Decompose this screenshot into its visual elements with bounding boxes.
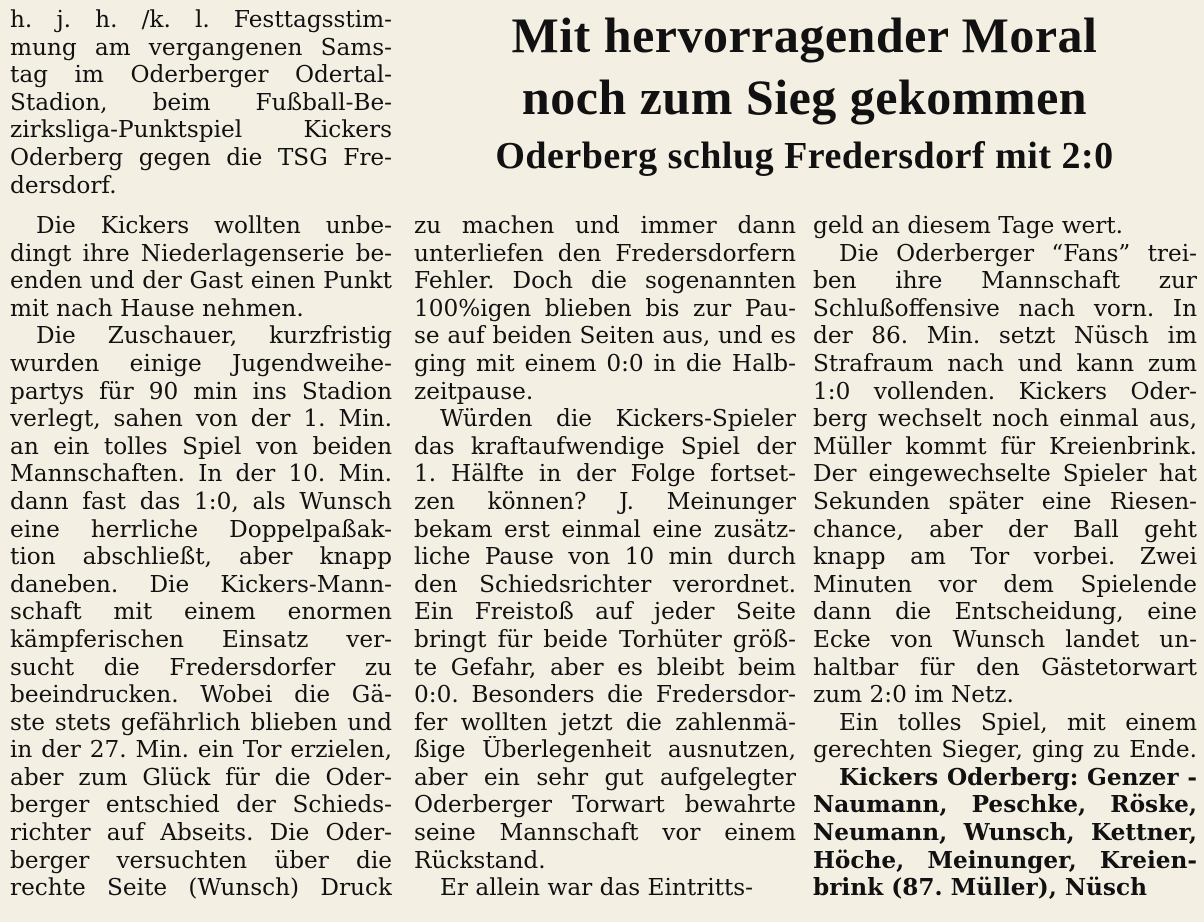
text-line: enden und der Gast einen Punkt [10,267,392,295]
text-line: schaft mit einem enormen [10,598,392,626]
text-line: an ein tolles Spiel von beiden [10,432,392,460]
text-line: berger versuchten über die [10,846,392,874]
lineup-line: Kickers Oderberg: Genzer - [839,763,1197,791]
text-line: Der eingewechselte Spieler hat [813,460,1197,488]
text-line: liche Pause von 10 min durch [414,543,796,571]
text-line: der 86. Min. setzt Nüsch im [813,322,1197,350]
text-line: 1:0 vollenden. Kickers Oder- [813,377,1197,405]
lineup-line: Naumann, Peschke, Röske, [813,791,1197,819]
text-line: sucht die Fredersdorfer zu [10,653,392,681]
text-line: dann fast das 1:0, als Wunsch [10,487,392,515]
text-line: Die Oderberger “Fans” trei- [839,239,1197,267]
text-line: den Schiedsrichter verordnet. [414,570,796,598]
headline-line-1: Mit hervorragender Moral [511,7,1098,63]
text-line: in der 27. Min. ein Tor erzielen, [10,736,392,764]
text-line: gerechten Sieger, ging zu Ende. [813,736,1197,764]
lead-paragraph [10,6,392,199]
article-column-1 [10,212,392,902]
text-line: ste stets gefährlich blieben und [10,708,392,736]
lineup-line: Neumann, Wunsch, Kettner, [813,819,1197,847]
text-line: Müller kommt für Kreienbrink. [813,432,1197,460]
text-line: ben ihre Mannschaft zur [813,267,1197,295]
headline-line-2: noch zum Sieg gekommen [521,69,1088,125]
text-line: eine herrliche Doppelpaßak- [10,515,392,543]
text-line: Ecke von Wunsch landet un- [813,625,1197,653]
text-line: Er allein war das Eintritts- [440,874,754,902]
text-line: zum 2:0 im Netz. [813,681,1014,709]
text-line: Stadion, beim Fußball-Be- [10,88,392,116]
text-line: Fehler. Doch die sogenannten [414,267,796,295]
text-line: se auf beiden Seiten aus, und es [414,322,796,350]
text-line: Schlußoffensive nach vorn. In [813,294,1197,322]
text-line: Würden die Kickers-Spieler [440,405,796,433]
lineup-line: Höche, Meinunger, Kreien- [813,846,1197,874]
lineup-line: brink (87. Müller), Nüsch [813,874,1147,902]
text-line: Ein tolles Spiel, mit einem [839,708,1197,736]
text-line: rechte Seite (Wunsch) Druck [10,874,392,902]
text-line: chance, aber der Ball geht [813,515,1197,543]
headline [405,4,1204,128]
text-line: dingt ihre Niederlagenserie be- [10,239,392,267]
text-line: berger entschied der Schieds- [10,791,392,819]
text-line: knapp am Tor vorbei. Zwei [813,543,1197,571]
subheadline: Oderberg schlug Fredersdorf mit 2:0 [495,135,1114,177]
text-line: dann die Entscheidung, eine [813,598,1197,626]
text-line: partys für 90 min ins Stadion [10,377,392,405]
article-column-2 [414,212,796,902]
text-line: bringt für beide Torhüter größ- [414,625,796,653]
text-line: Strafraum nach und kann zum [813,349,1197,377]
text-line: tion abschließt, aber knapp [10,543,392,571]
text-line: 1. Hälfte in der Folge fortset- [414,460,796,488]
text-line: Die Kickers wollten unbe- [36,212,392,239]
text-line: aber ein sehr gut aufgelegter [414,763,796,791]
article-column-3 [813,212,1197,902]
text-line: zen können? J. Meinunger [414,487,796,515]
text-line: h. j. h. /k. l. Festtagsstim- [10,6,392,33]
text-line: bekam erst einmal eine zusätz- [414,515,796,543]
text-line: Die Zuschauer, kurzfristig [36,322,392,350]
text-line: wurden einige Jugendweihe- [10,349,392,377]
text-line: zu machen und immer dann [414,212,796,239]
text-line: verlegt, sahen von der 1. Min. [10,405,392,433]
text-line: richter auf Abseits. Die Oder- [10,819,392,847]
text-line: dersdorf. [10,171,117,199]
text-line: Sekunden später eine Riesen- [813,487,1197,515]
text-line: seine Mannschaft vor einem [414,819,796,847]
text-line: Oderberger Torwart bewahrte [414,791,796,819]
text-line: tag im Oderberger Odertal- [10,61,392,89]
text-line: 0:0. Besonders die Fredersdor- [414,681,796,709]
text-line: fer wollten jetzt die zahlenmä- [414,708,796,736]
text-line: ßige Überlegenheit ausnutzen, [414,736,796,764]
text-line: te Gefahr, aber es bleibt beim [414,653,796,681]
text-line: mit nach Hause nehmen. [10,294,304,322]
text-line: Mannschaften. In der 10. Min. [10,460,392,488]
headline-block [405,4,1204,178]
text-line: haltbar für den Gästetorwart [813,653,1197,681]
text-line: 100%igen blieben bis zur Pau- [414,294,796,322]
text-line: Minuten vor dem Spielende [813,570,1197,598]
text-line: unterliefen den Fredersdorfern [414,239,796,267]
text-line: geld an diesem Tage wert. [813,212,1124,239]
text-line: kämpferischen Einsatz ver- [10,625,392,653]
text-line: zeitpause. [414,377,534,405]
text-line: Rückstand. [414,846,546,874]
text-line: beeindrucken. Wobei die Gä- [10,681,392,709]
text-line: berg wechselt noch einmal aus, [813,405,1197,433]
text-line: mung am vergangenen Sams- [10,33,392,61]
text-line: daneben. Die Kickers-Mann- [10,570,392,598]
text-line: Ein Freistoß auf jeder Seite [414,598,796,626]
text-line: das kraftaufwendige Spiel der [414,432,796,460]
text-line: ging mit einem 0:0 in die Halb- [414,349,796,377]
text-line: aber zum Glück für die Oder- [10,763,392,791]
text-line: zirksliga-Punktspiel Kickers [10,116,392,144]
text-line: Oderberg gegen die TSG Fre- [10,143,392,171]
